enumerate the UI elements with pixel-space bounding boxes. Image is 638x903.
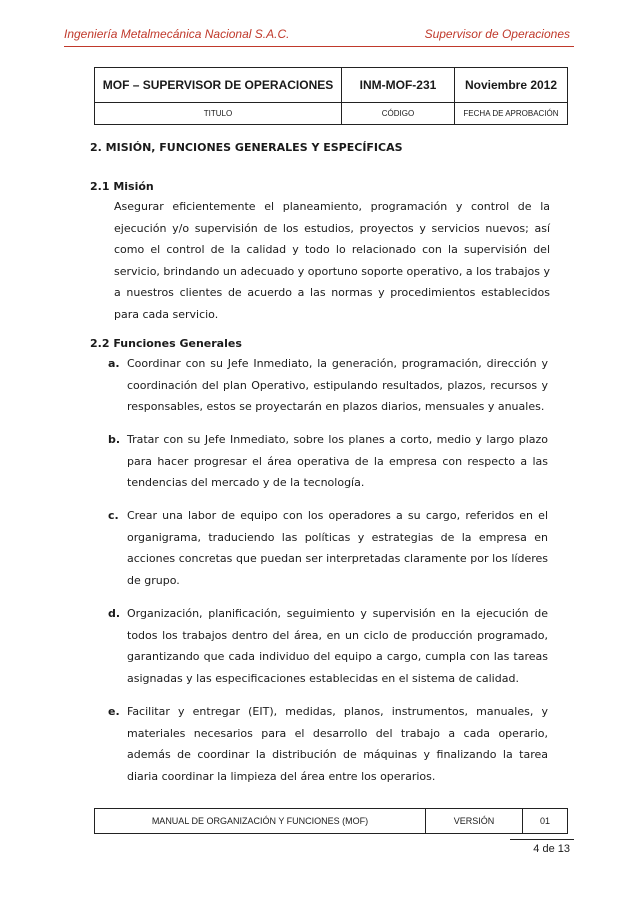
- function-item-e: [108, 701, 548, 787]
- function-item-b: [108, 429, 548, 494]
- item-letter: a.: [108, 357, 120, 370]
- doc-code-value: INM-MOF-231: [342, 68, 455, 103]
- doc-title-label: TITULO: [95, 103, 342, 125]
- section-title: 2. MISIÓN, FUNCIONES GENERALES Y ESPECÍFICAS: [90, 141, 403, 154]
- page-rule: [510, 839, 574, 840]
- page-number: 4 de 13: [533, 843, 570, 855]
- doc-date-value: Noviembre 2012: [455, 68, 568, 103]
- document-info-table: [94, 67, 568, 125]
- item-letter: d.: [108, 607, 121, 620]
- footer-version-label: VERSIÓN: [426, 809, 523, 834]
- item-letter: b.: [108, 433, 121, 446]
- item-text: Tratar con su Jefe Inmediato, sobre los planes a corto, medio y largo plazo para hacer progresar el área operativa de la empresa con respecto a las tendencias del mercado y de la tecnología.: [127, 433, 548, 489]
- item-text: Organización, planificación, seguimiento y supervisión en la ejecución de todos los trabajos dentro del área, en un ciclo de producción programado, garantizando que cada individuo del equipo a cargo, cumpla con las tareas asignadas y las especificaciones establecidas en el sistema de calidad.: [127, 607, 548, 685]
- doc-code-label: CÓDIGO: [342, 103, 455, 125]
- footer-table: [94, 808, 568, 834]
- doc-title-value: MOF – SUPERVISOR DE OPERACIONES: [95, 68, 342, 103]
- header-company: Ingeniería Metalmecánica Nacional S.A.C.: [64, 27, 290, 41]
- functions-title: 2.2 Funciones Generales: [90, 337, 242, 350]
- footer-version-value: 01: [523, 809, 568, 834]
- item-text: Facilitar y entregar (EIT), medidas, planos, instrumentos, manuales, y materiales necesarios para el desarrollo del trabajo a cada operario, además de coordinar la distribución de máquinas y finalizando la tarea diaria coordinar la limpieza del área entre los operarios.: [127, 705, 548, 783]
- doc-date-label: FECHA DE APROBACIÓN: [455, 103, 568, 125]
- item-text: Crear una labor de equipo con los operadores a su cargo, referidos en el organigrama, traduciendo las políticas y estrategias de la empresa en acciones concretas que puedan ser interpretadas claramente por los líderes de grupo.: [127, 509, 548, 587]
- mission-title: 2.1 Misión: [90, 180, 154, 193]
- item-text: Coordinar con su Jefe Inmediato, la generación, programación, dirección y coordinación del plan Operativo, estipulando resultados, plazos, recursos y responsables, estos se proyectarán en plazos diarios, mensuales y anuales.: [127, 357, 548, 413]
- mission-text: Asegurar eficientemente el planeamiento, programación y control de la ejecución y/o supervisión de los estudios, proyectos y servicios nuevos; así como el control de la calidad y todo lo relacionado con la supervisión del servicio, brindando un adecuado y oportuno soporte operativo, a los trabajos y a nuestros clientes de acuerdo a las normas y procedimientos establecidos para cada servicio.: [114, 200, 550, 321]
- item-letter: e.: [108, 705, 120, 718]
- function-item-d: [108, 603, 548, 689]
- header-rule: [64, 46, 574, 47]
- function-item-a: [108, 353, 548, 418]
- header-role: Supervisor de Operaciones: [424, 27, 570, 41]
- function-item-c: [108, 505, 548, 591]
- footer-manual: MANUAL DE ORGANIZACIÓN Y FUNCIONES (MOF): [95, 809, 426, 834]
- item-letter: c.: [108, 509, 119, 522]
